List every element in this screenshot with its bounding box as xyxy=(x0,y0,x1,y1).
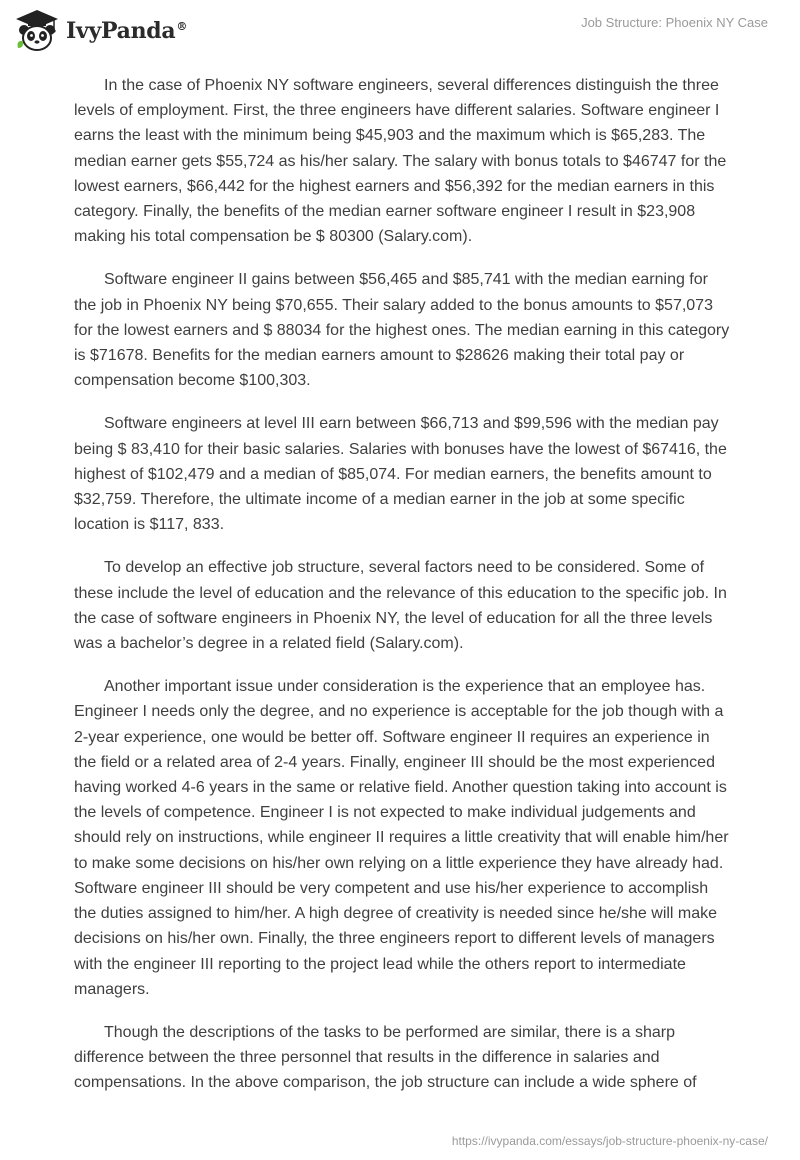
paragraph: Software engineers at level III earn between $66,713 and $99,596 with the median pay being $ 83,410 for their basic salaries. Salaries with bonuses have the lowest of $67416, the highest of $102,479 and a median of $85,074. For median earners, the benefits amount to $32,759. Therefore, the ultimate income of a median earner in the job at some specific location is $117, 833. xyxy=(74,415,727,534)
panda-graduate-icon xyxy=(14,8,60,54)
page-header xyxy=(0,0,800,64)
paragraph: In the case of Phoenix NY software engineers, several differences distinguish the three levels of employment. First, the three engineers have different salaries. Software engineer I earns the least with the minimum being $45,903 and the maximum which is $65,283. The median earner gets $55,724 as his/her salary. The salary with bonus totals to $46747 for the lowest earners, $66,442 for the highest earners and $56,392 for the median earners in this category. Finally, the benefits of the median earner software engineer I result in $23,908 making his total compensation be $ 80300 (Salary.com). xyxy=(74,77,727,246)
registered-mark: ® xyxy=(176,19,188,33)
logo-wordmark: IvyPanda® xyxy=(66,18,188,44)
paragraph: Though the descriptions of the tasks to be performed are similar, there is a sharp difference between the three personnel that results in the difference in salaries and compensations. In the above comparison, the job structure can include a wide sphere of xyxy=(74,1023,697,1092)
paragraph: Another important issue under consideration is the experience that an employee has. Engineer I needs only the degree, and no experience is acceptable for the job though with a 2-year experience, one would be better off. Software engineer II requires an experience in the field or a related area of 2-4 years. Finally, engineer III should be the most experienced having worked 4-6 years in the same or relative field. Another question taking into account is the levels of competence. Engineer I is not expected to make individual judgements and should rely on instructions, while engineer II requires a little creativity that will enable him/her to make some decisions on his/her own relying on a little experience they have already had. Software engineer III should be very competent and use his/her experience to accomplish the duties assigned to him/her. A high degree of creativity is needed since he/she will make decisions on his/her own. Finally, the three engineers report to different levels of managers with the engineer III reporting to the project lead while the others report to intermediate managers. xyxy=(74,678,729,998)
paragraph: Software engineer II gains between $56,465 and $85,741 with the median earning for the job in Phoenix NY being $70,655. Their salary added to the bonus amounts to $57,073 for the lowest earners and $ 88034 for the highest ones. The median earning in this category is $71678. Benefits for the median earners amount to $28626 making their total pay or compensation become $100,303. xyxy=(74,271,730,390)
ivypanda-logo[interactable] xyxy=(14,8,187,54)
essay-body xyxy=(74,73,734,1114)
paragraph: To develop an effective job structure, several factors need to be considered. Some of these include the level of education and the relevance of this education to the specific job. In the case of software engineers in Phoenix NY, the level of education for all the three levels was a bachelor’s degree in a related field (Salary.com). xyxy=(74,559,727,653)
source-url[interactable]: https://ivypanda.com/essays/job-structure-phoenix-ny-case/ xyxy=(451,1134,768,1148)
document-title: Job Structure: Phoenix NY Case xyxy=(581,15,768,30)
